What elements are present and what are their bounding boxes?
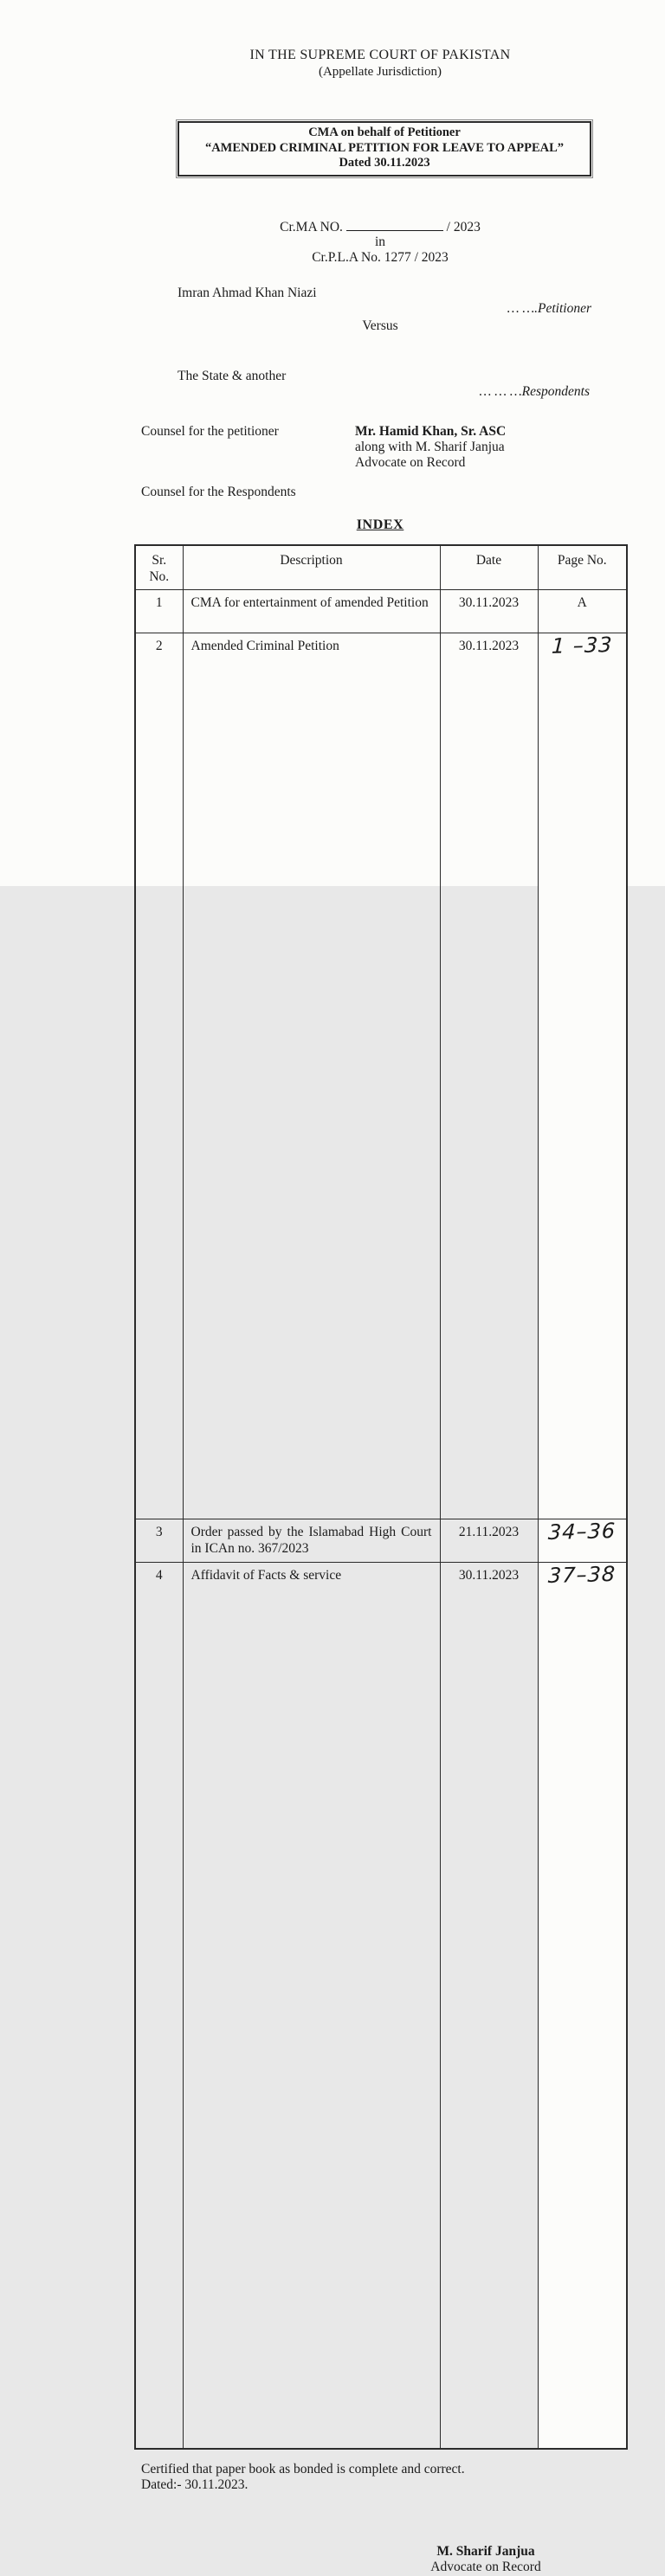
blank-underline xyxy=(346,220,443,231)
row-page-handwritten xyxy=(538,1519,627,1563)
row-sr: 4 xyxy=(135,1563,183,2449)
signatory-title: Advocate on Record xyxy=(430,2560,541,2574)
respondents-label: … … …Respondents xyxy=(479,384,590,399)
counsel-with: along with M. Sharif Janjua xyxy=(355,440,505,454)
counsel-name: Mr. Hamid Khan, Sr. ASC xyxy=(355,424,507,439)
notice-line-2: “AMENDED CRIMINAL PETITION FOR LEAVE TO APPEAL” xyxy=(204,140,565,155)
counsel-petitioner-row xyxy=(141,424,626,471)
col-header-date: Date xyxy=(440,545,538,590)
row-date: 21.11.2023 xyxy=(440,1519,538,1563)
in-word: in xyxy=(374,234,386,249)
signature-block xyxy=(408,2544,564,2576)
case-number-block xyxy=(134,220,626,266)
cma-suffix: / 2023 xyxy=(446,219,481,234)
handwritten-page-range: 37–38 xyxy=(547,1561,617,1589)
petitioner-name: Imran Ahmad Khan Niazi xyxy=(178,286,317,300)
row-description: Amended Criminal Petition xyxy=(183,633,440,1519)
table-row xyxy=(135,1519,627,1563)
row-description: Order passed by the Islamabad High Court in ICAn no. 367/2023 xyxy=(183,1519,440,1563)
court-title: IN THE SUPREME COURT OF PAKISTAN xyxy=(249,48,511,62)
cpla-number-line: Cr.P.L.A No. 1277 / 2023 xyxy=(312,249,449,265)
index-table xyxy=(134,544,628,2450)
row-description: Affidavit of Facts & service xyxy=(183,1563,440,2449)
notice-line-1: CMA on behalf of Petitioner xyxy=(308,125,461,139)
certification-block xyxy=(141,2462,626,2494)
row-page-handwritten xyxy=(538,1563,627,2449)
handwritten-page-range: 1 –33 xyxy=(551,633,614,658)
row-page: A xyxy=(538,590,627,633)
row-date: 30.11.2023 xyxy=(440,633,538,1519)
cma-number-line xyxy=(134,220,626,235)
table-row xyxy=(135,633,627,1519)
handwritten-page-range: 34–36 xyxy=(547,1518,617,1545)
certification-date: Dated:- 30.11.2023. xyxy=(141,2477,249,2492)
cma-prefix: Cr.MA NO. xyxy=(280,219,343,234)
counsel-respondents-label: Counsel for the Respondents xyxy=(141,485,296,499)
row-sr: 1 xyxy=(135,590,183,633)
counsel-petitioner-label: Counsel for the petitioner xyxy=(141,424,279,439)
index-title: INDEX xyxy=(356,517,404,532)
row-description: CMA for entertainment of amended Petition xyxy=(183,590,440,633)
certification-line: Certified that paper book as bonded is complete and correct. xyxy=(141,2461,465,2476)
notice-line-3: Dated 30.11.2023 xyxy=(339,156,430,170)
row-sr: 2 xyxy=(135,633,183,1519)
counsel-role: Advocate on Record xyxy=(355,455,466,470)
row-date: 30.11.2023 xyxy=(440,590,538,633)
versus-label: Versus xyxy=(362,318,398,333)
index-header-row xyxy=(135,545,627,590)
respondent-name: The State & another xyxy=(178,369,287,383)
table-row xyxy=(135,590,627,633)
row-page-handwritten xyxy=(538,633,627,1519)
signatory-name: M. Sharif Janjua xyxy=(436,2543,535,2559)
counsel-petitioner-value xyxy=(355,424,506,471)
row-date: 30.11.2023 xyxy=(440,1563,538,2449)
court-subtitle: (Appellate Jurisdiction) xyxy=(318,65,442,79)
notice-box xyxy=(178,121,591,177)
col-header-description: Description xyxy=(183,545,440,590)
petitioner-label: … ….Petitioner xyxy=(507,301,591,316)
table-row xyxy=(135,1563,627,2449)
col-header-sr-no: Sr. No. xyxy=(135,545,183,590)
col-header-page-no: Page No. xyxy=(538,545,627,590)
row-sr: 3 xyxy=(135,1519,183,1563)
